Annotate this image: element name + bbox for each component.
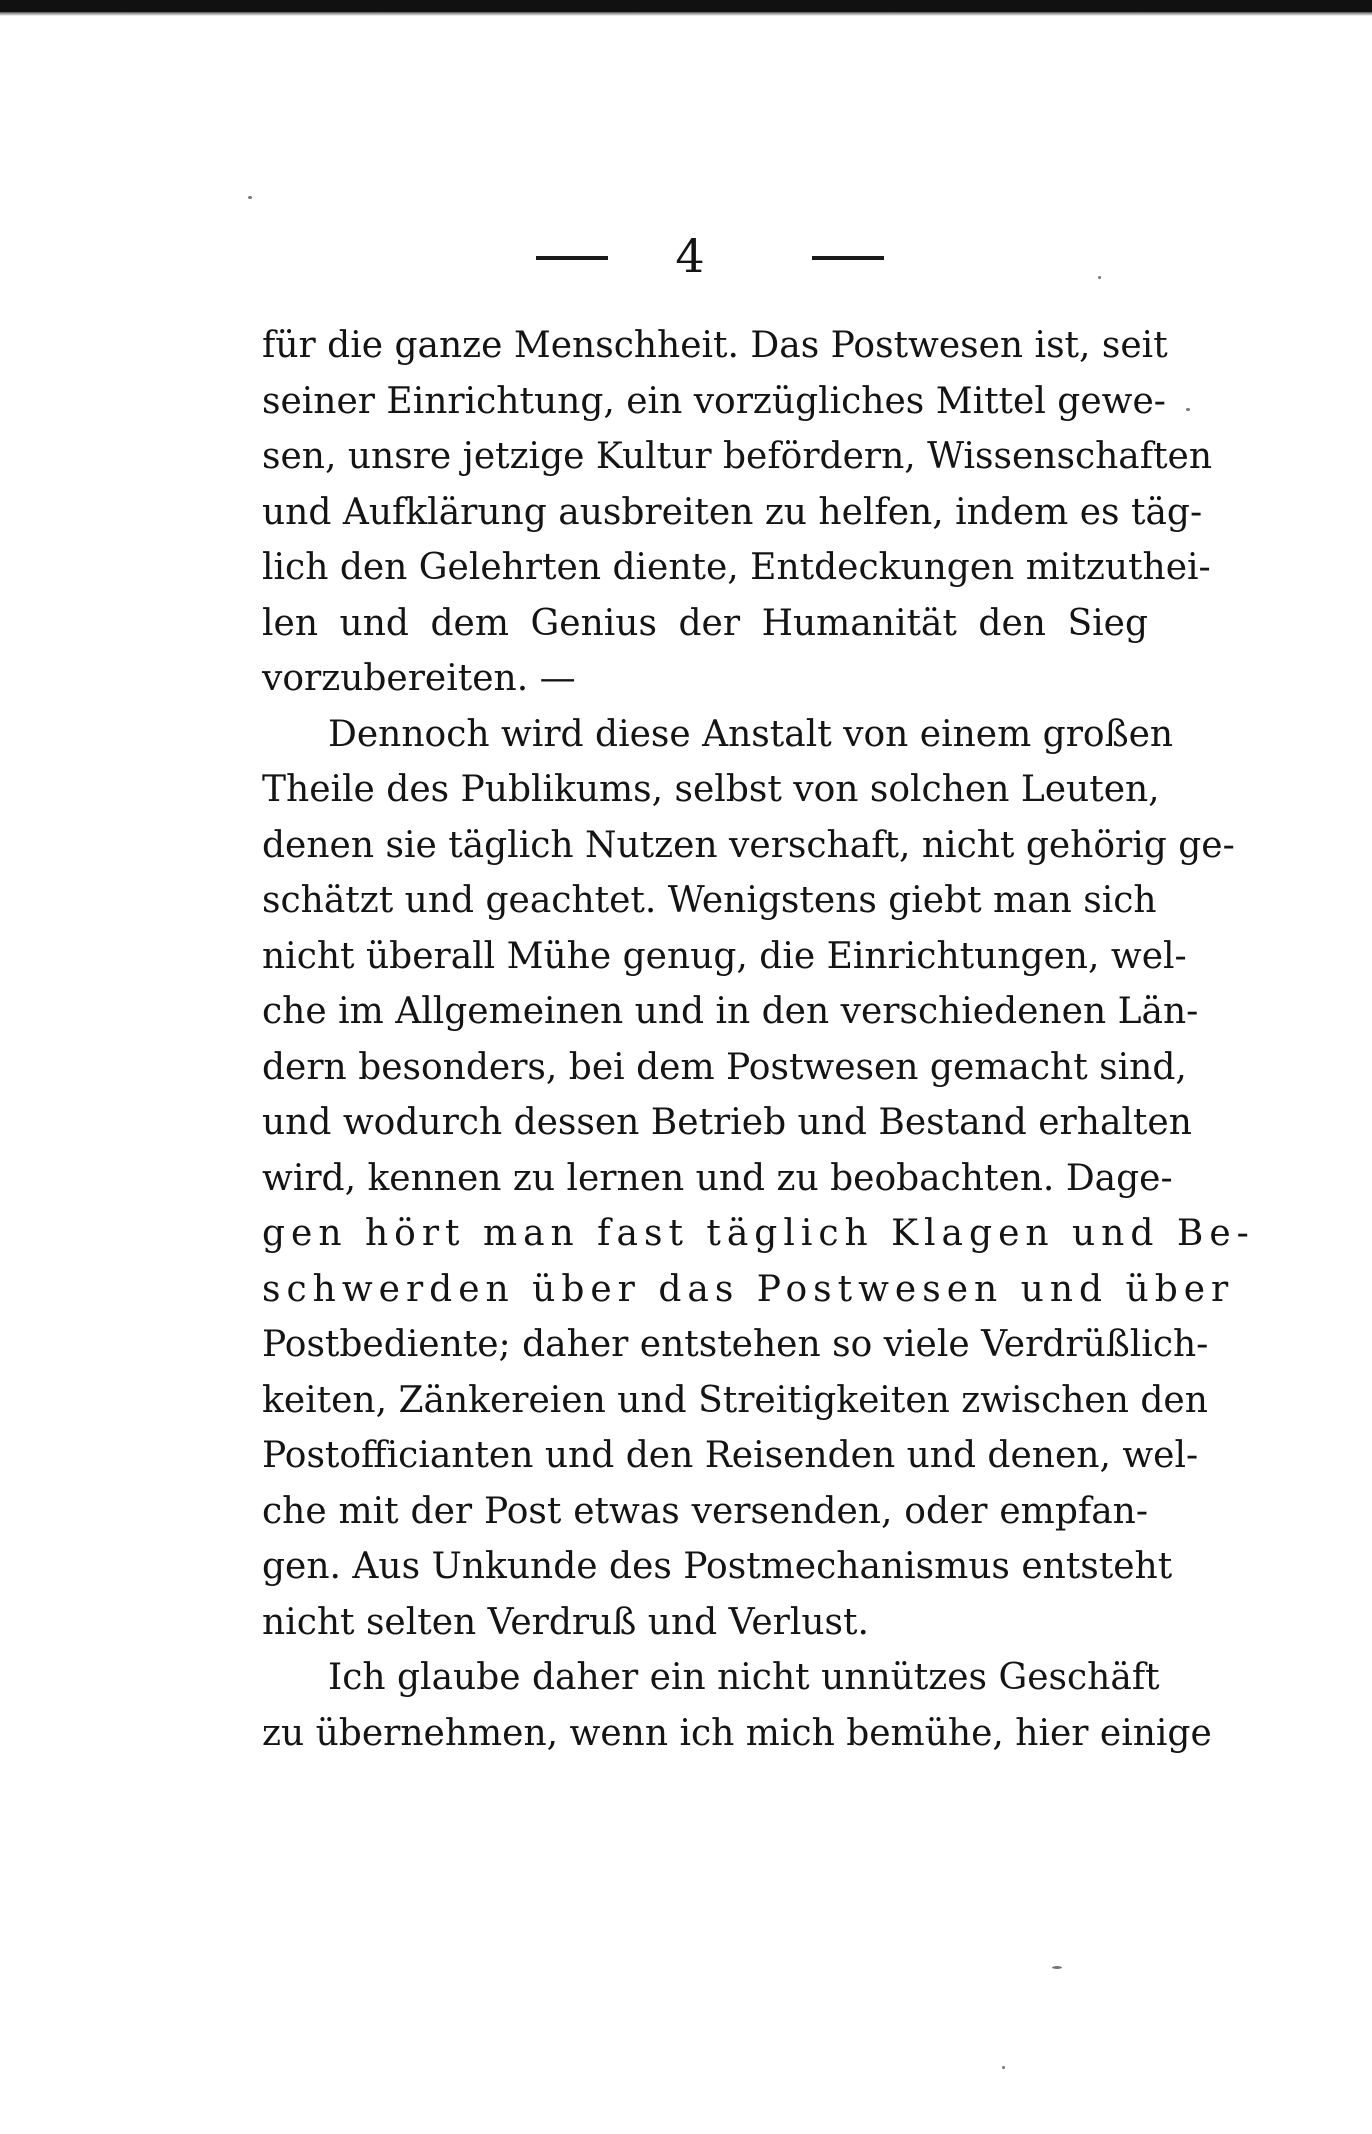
page-header — [0, 226, 1372, 286]
text-line: nicht selten Verdruß und Verlust. — [262, 1601, 869, 1643]
text-line: für die ganze Menschheit. Das Postwesen ist, seit — [262, 325, 1168, 366]
text-line: keiten, Zänkereien und Streitigkeiten zwischen den — [262, 1379, 1208, 1421]
paper-speck — [1002, 2066, 1005, 2069]
text-line: und wodurch dessen Betrieb und Bestand erhalten — [262, 1102, 1192, 1143]
text-line: zu übernehmen, wenn ich mich bemühe, hier einige — [262, 1712, 1212, 1754]
paragraph-start-line: Ich glaube daher ein nicht unnützes Geschäft — [328, 1657, 1160, 1698]
text-line: denen sie täglich Nutzen verschaft, nicht gehörig ge- — [262, 824, 1235, 866]
text-line: Postbediente; daher entstehen so viele Verdrüßlich- — [262, 1324, 1209, 1365]
text-line: wird, kennen zu lernen und zu beobachten. Dage- — [262, 1157, 1173, 1199]
text-line: vorzubereiten. — — [262, 658, 576, 699]
header-dash-right — [812, 256, 884, 260]
paper-speck — [1052, 1966, 1062, 1969]
body-text — [262, 318, 1255, 1761]
page-top-border-shadow — [0, 12, 1372, 16]
page-number: 4 — [675, 229, 705, 283]
page-top-border — [0, 0, 1372, 12]
text-line: seiner Einrichtung, ein vorzügliches Mittel gewe- — [262, 380, 1166, 422]
text-line: sen, unsre jetzige Kultur befördern, Wissenschaften — [262, 436, 1213, 477]
text-line: che im Allgemeinen und in den verschiedenen Län- — [262, 991, 1199, 1032]
text-line: Postofficianten und den Reisenden und denen, wel- — [262, 1435, 1199, 1476]
text-line: Theile des Publikums, selbst von solchen Leuten, — [262, 769, 1160, 810]
text-line: und Aufklärung ausbreiten zu helfen, indem es täg- — [262, 491, 1203, 533]
text-line: schätzt und geachtet. Wenigstens giebt man sich — [262, 880, 1157, 921]
text-line-spaced: gen hört man fast täglich Klagen und Be- — [262, 1213, 1255, 1254]
paper-speck — [1186, 408, 1190, 411]
text-line: lich den Gelehrten diente, Entdeckungen mitzuthei- — [262, 547, 1211, 588]
text-line: dern besonders, bei dem Postwesen gemacht sind, — [262, 1046, 1187, 1088]
text-line: gen. Aus Unkunde des Postmechanismus entsteht — [262, 1546, 1173, 1587]
paragraph-start-line: Dennoch wird diese Anstalt von einem großen — [328, 713, 1174, 755]
text-line: che mit der Post etwas versenden, oder empfan- — [262, 1490, 1148, 1532]
paper-speck — [248, 196, 252, 199]
text-line: nicht überall Mühe genug, die Einrichtungen, wel- — [262, 935, 1187, 977]
header-dash-left — [536, 256, 608, 260]
text-line-spaced: schwerden über das Postwesen und über — [262, 1268, 1235, 1310]
text-line: len und dem Genius der Humanität den Sieg — [262, 602, 1148, 644]
